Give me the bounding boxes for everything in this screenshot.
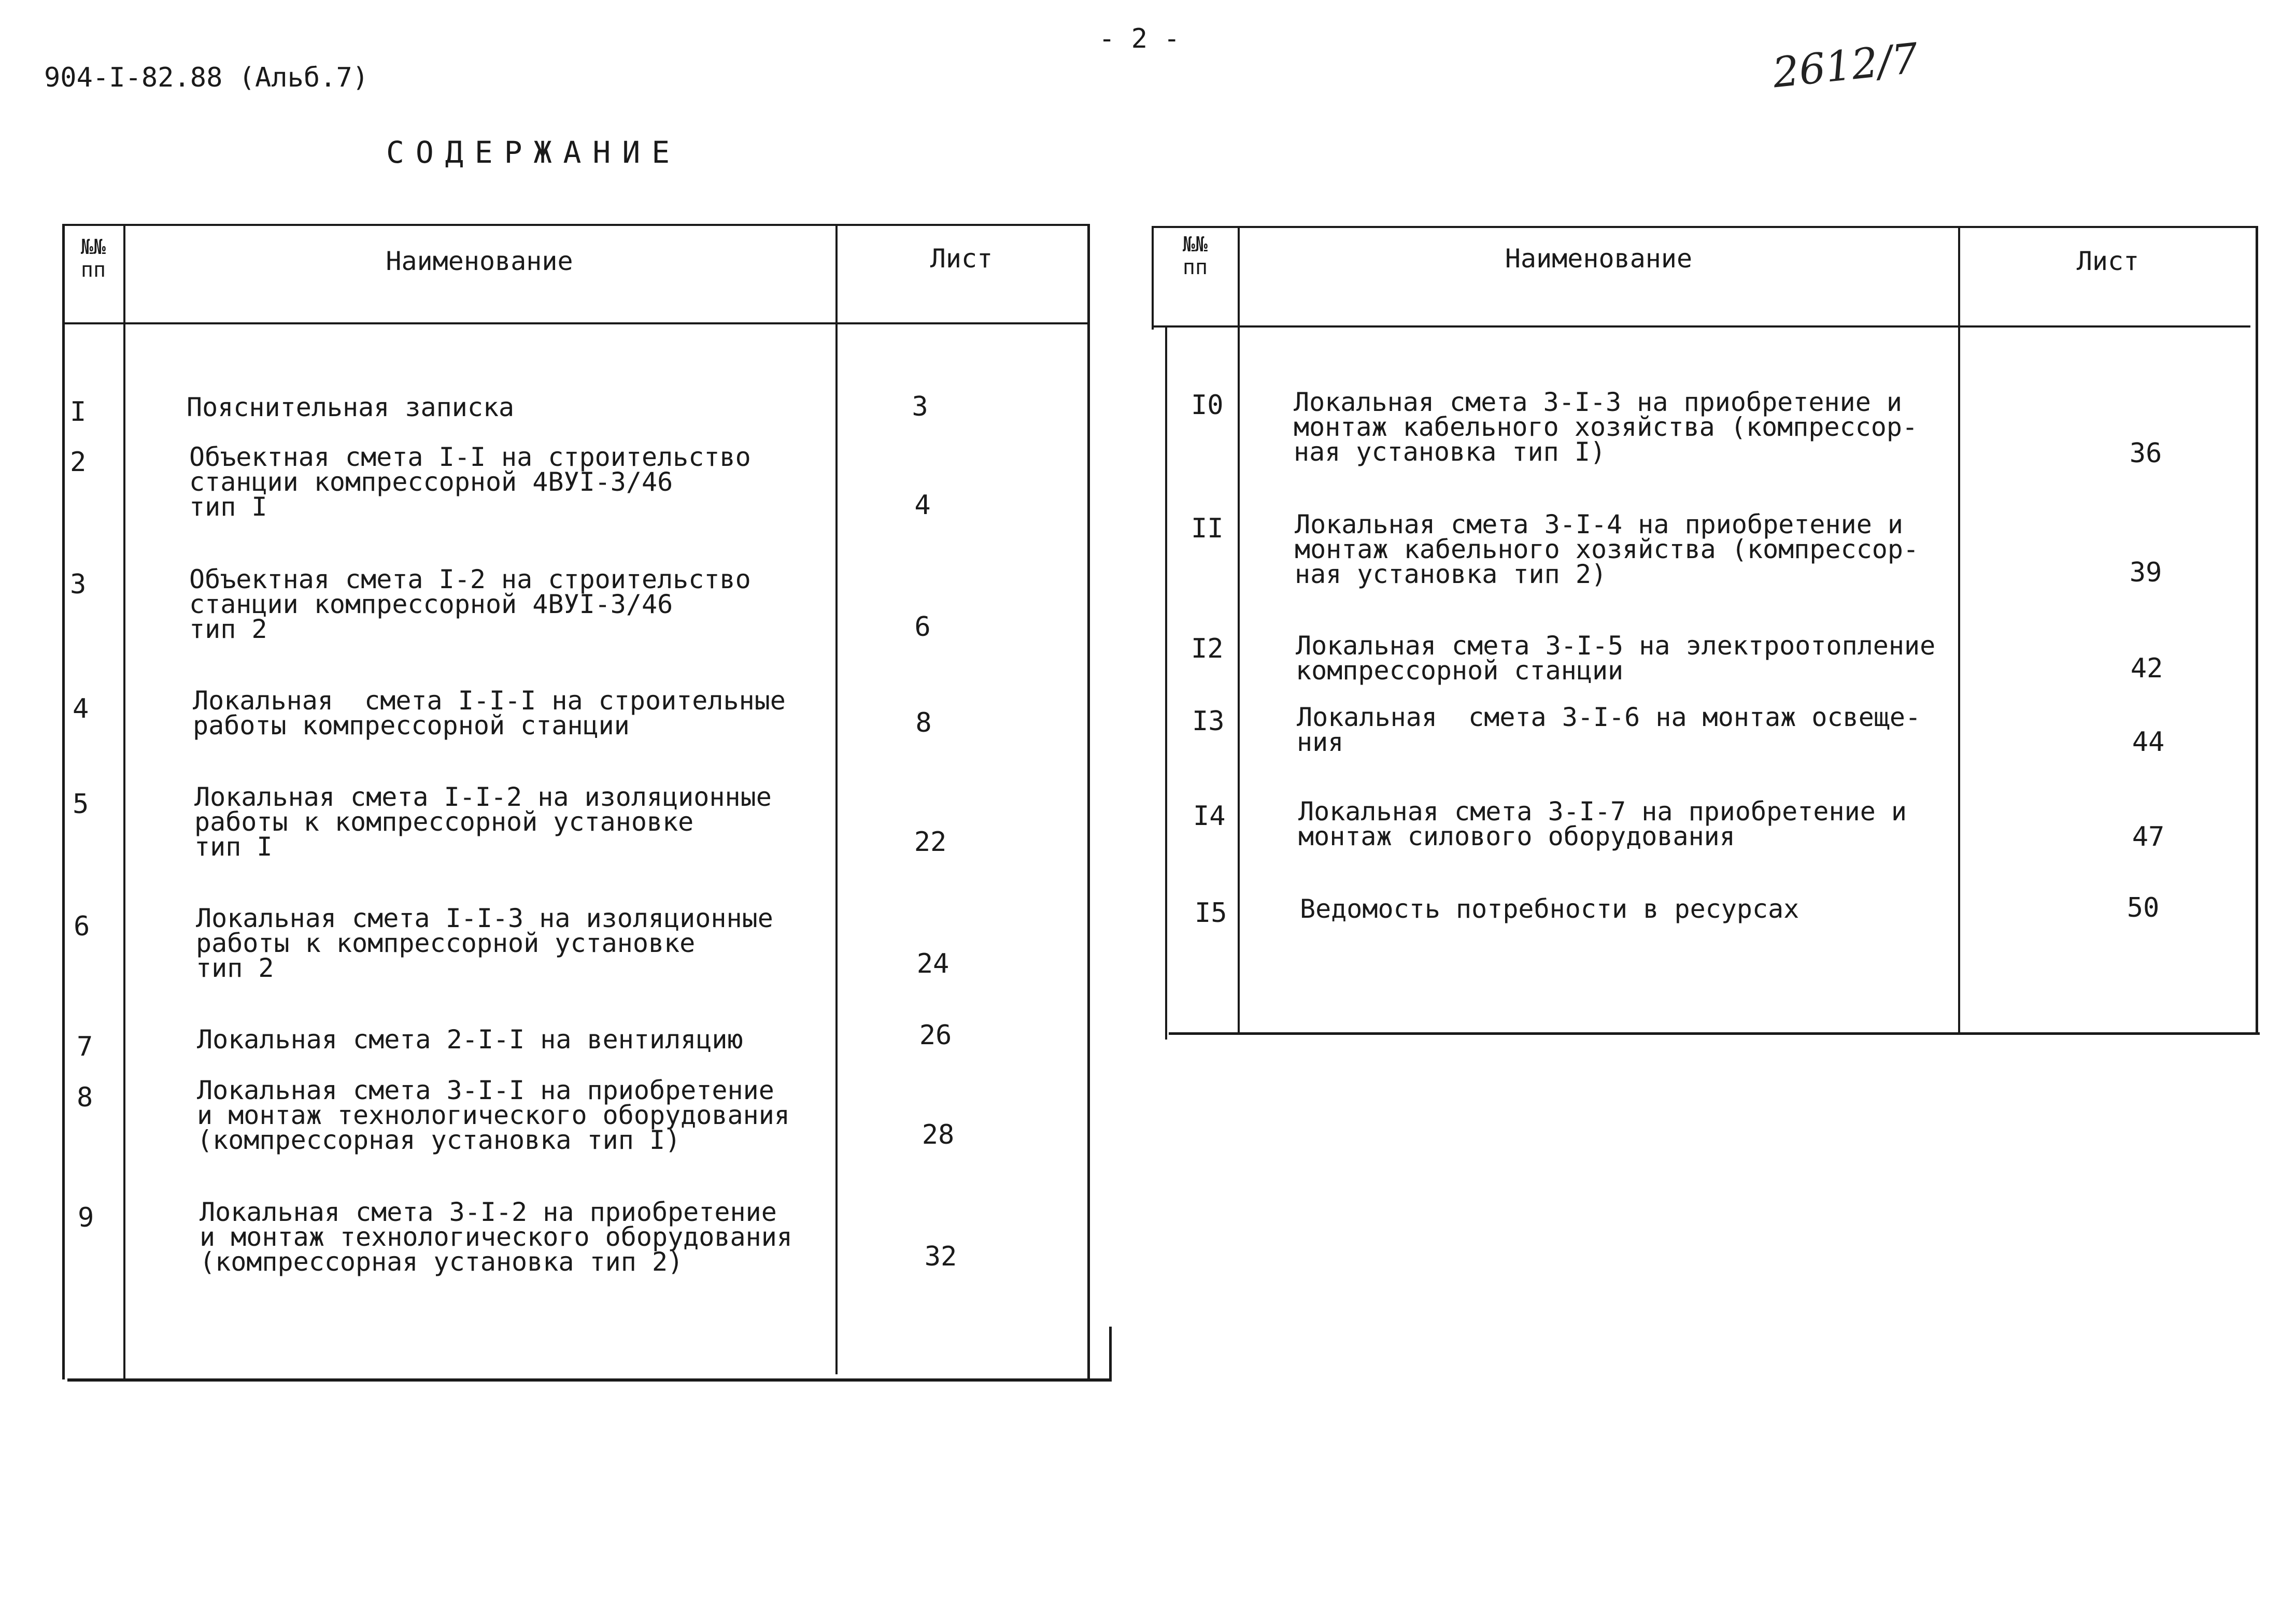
page-title: СОДЕРЖАНИЕ	[386, 135, 682, 170]
row-sheet: 4	[914, 490, 931, 521]
row-num: 6	[74, 911, 90, 942]
row-sheet: 8	[915, 707, 932, 738]
row-name: Локальная смета 3-I-6 на монтаж освеще- ния	[1297, 702, 1921, 757]
row-num: I0	[1191, 390, 1224, 421]
row-name: Локальная смета I-I-2 на изоляционные работы к компрессорной установке тип I	[194, 782, 772, 862]
row-num: 9	[78, 1202, 94, 1233]
row-sheet: 36	[2129, 438, 2162, 469]
row-sheet: 47	[2132, 821, 2165, 852]
document-code: 904-I-82.88 (Альб.7)	[44, 62, 369, 93]
row-name: Локальная смета 3-I-7 на приобретение и монтаж силового оборудования	[1298, 796, 1907, 851]
row-name: Локальная смета 3-I-4 на приобретение и монтаж кабельного хозяйства (компрессор- ная установка тип 2)	[1295, 509, 1919, 589]
row-name: Локальная смета I-I-I на строительные работы компрессорной станции	[193, 686, 786, 741]
row-name: Пояснительная записка	[187, 392, 515, 422]
row-name: Локальная смета 2-I-I на вентиляцию	[197, 1025, 743, 1055]
row-sheet: 3	[912, 391, 928, 422]
row-num: I5	[1195, 898, 1227, 929]
row-num: 2	[70, 447, 87, 478]
header-name: Наименование	[1505, 244, 1693, 274]
row-name: Ведомость потребности в ресурсах	[1300, 894, 1799, 924]
row-name: Локальная смета 3-I-I на приобретение и монтаж технологического оборудования (компрессорная установка тип I)	[197, 1075, 790, 1155]
row-num: 7	[77, 1031, 93, 1062]
header-num: №№ пп	[80, 235, 106, 282]
row-sheet: 22	[914, 827, 947, 858]
row-name: Объектная смета I-I на строительство станции компрессорной 4ВУI-3/46 тип I	[189, 442, 751, 522]
row-num: I4	[1193, 801, 1226, 832]
handwritten-mark: 2612/7	[1770, 34, 1921, 97]
header-num: №№ пп	[1182, 233, 1208, 279]
row-sheet: 42	[2130, 653, 2163, 684]
row-sheet: 26	[919, 1020, 952, 1051]
row-name: Локальная смета 3-I-5 на электроотопление компрессорной станции	[1296, 631, 1936, 686]
row-num: 3	[70, 569, 87, 600]
header-name: Наименование	[386, 246, 573, 276]
row-sheet: 28	[922, 1119, 955, 1150]
row-sheet: 6	[914, 611, 931, 643]
row-sheet: 32	[924, 1241, 957, 1272]
page-number: - 2 -	[1099, 23, 1180, 54]
header-sheet: Лист	[2076, 246, 2139, 276]
row-num: 8	[77, 1082, 93, 1113]
row-sheet: 50	[2127, 892, 2160, 923]
row-num: I2	[1191, 633, 1224, 664]
row-num: I3	[1192, 706, 1225, 737]
row-num: 5	[73, 789, 89, 820]
row-num: 4	[73, 693, 89, 724]
row-name: Локальная смета 3-I-2 на приобретение и монтаж технологического оборудования (компрессорная установка тип 2)	[200, 1197, 792, 1277]
row-name: Объектная смета I-2 на строительство станции компрессорной 4ВУI-3/46 тип 2	[189, 564, 751, 644]
row-num: II	[1191, 513, 1224, 544]
row-sheet: 24	[916, 948, 949, 979]
header-sheet: Лист	[930, 244, 993, 274]
row-name: Локальная смета I-I-3 на изоляционные работы к компрессорной установке тип 2	[196, 903, 773, 983]
row-name: Локальная смета 3-I-3 на приобретение и монтаж кабельного хозяйства (компрессор- ная установка тип I)	[1294, 387, 1918, 467]
row-sheet: 44	[2132, 727, 2165, 758]
row-num: I	[70, 396, 87, 428]
row-sheet: 39	[2129, 557, 2162, 588]
